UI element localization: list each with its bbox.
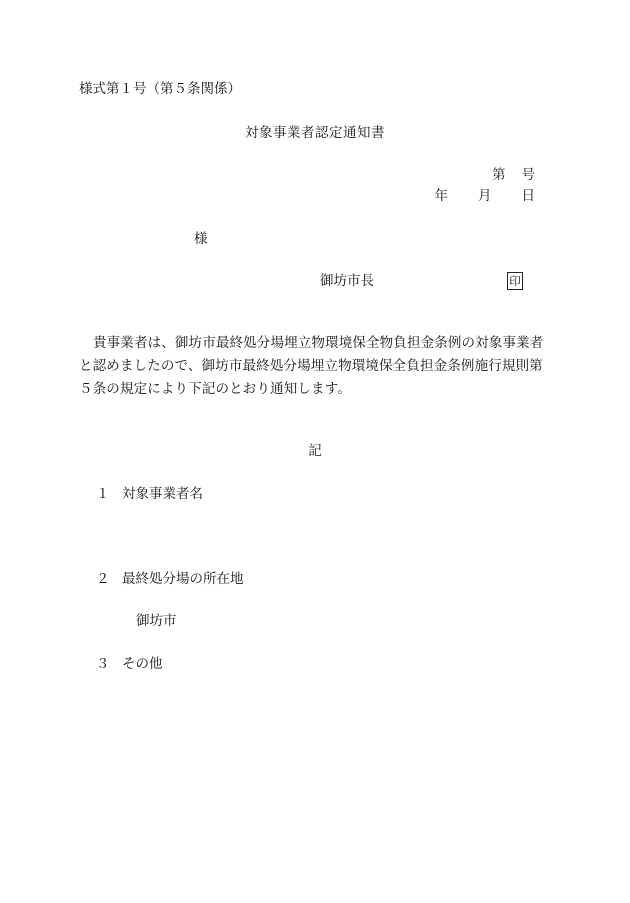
date-month-label: 月: [478, 188, 492, 204]
item-label: 最終処分場の所在地: [122, 571, 244, 587]
number-go-label: 号: [521, 167, 535, 183]
item-number: １: [96, 486, 110, 502]
item-number: ２: [96, 571, 110, 587]
date-year-label: 年: [434, 188, 448, 204]
date-line: [435, 187, 536, 205]
addressee-suffix: 様: [194, 231, 208, 247]
seal-mark: 印: [507, 272, 523, 290]
disposal-site-location-value: 御坊市: [136, 613, 177, 629]
body-paragraph: 貴事業者は、御坊市最終処分場埋立物環境保全物負担金条例の対象事業者と認めましたので、御坊市最終処分場埋立物環境保全負担金条例施行規則第５条の規定により下記のとおり通知します。: [79, 335, 544, 397]
form-number: 様式第１号（第５条関係）: [79, 81, 241, 97]
ki-heading: 記: [308, 443, 322, 459]
item-label: 対象事業者名: [122, 486, 203, 502]
issuer-title: 御坊市長: [320, 273, 374, 289]
document-number-line: [492, 166, 535, 184]
number-dai-label: 第: [492, 167, 506, 183]
date-day-label: 日: [521, 188, 535, 204]
item-label: その他: [122, 656, 163, 672]
item-other: [96, 655, 163, 673]
item-disposal-site-location: [96, 570, 244, 588]
item-number: ３: [96, 656, 110, 672]
item-target-business-name: [96, 485, 203, 503]
document-title: 対象事業者認定通知書: [245, 125, 385, 141]
